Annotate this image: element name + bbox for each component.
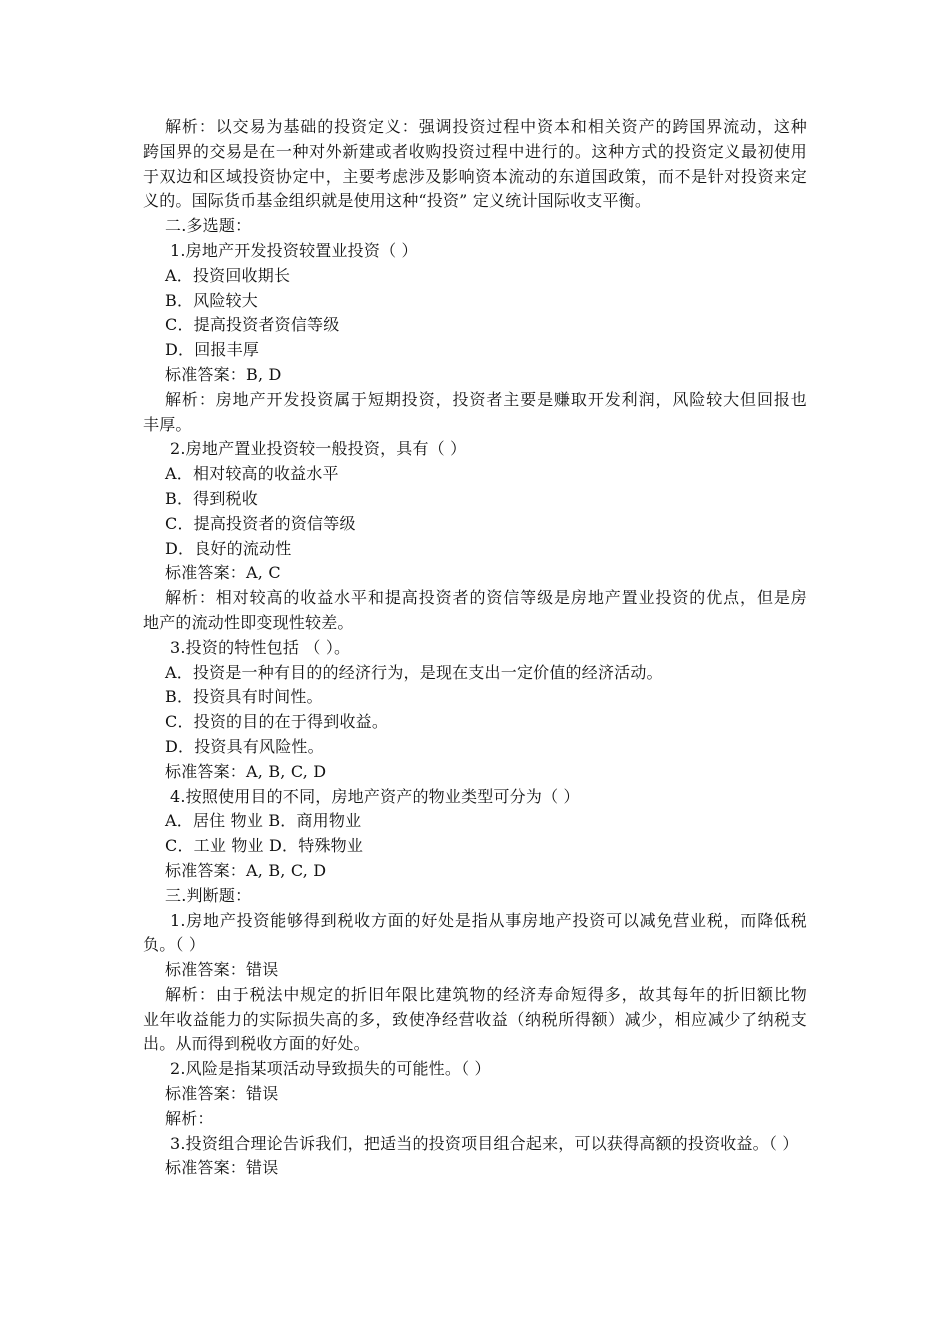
text-line: 解析：	[165, 1108, 214, 1128]
text-line: 3.投资的特性包括 （ ）。	[170, 637, 351, 657]
text-line: C．投资的目的在于得到收益。	[165, 712, 389, 732]
text-line: D．投资具有风险性。	[165, 736, 324, 756]
text-block	[143, 561, 807, 586]
text-line: A．居住 物业 B．商用物业	[165, 811, 362, 831]
text-block	[143, 760, 807, 785]
text-line: 三.判断题：	[165, 885, 252, 905]
text-block	[143, 661, 807, 686]
text-line: C．提高投资者资信等级	[165, 315, 340, 335]
text-block	[143, 512, 807, 537]
text-line: 标准答案：B, D	[165, 364, 282, 384]
text-line: A．投资是一种有目的的经济行为，是现在支出一定价值的经济活动。	[165, 662, 663, 682]
text-line: 1.房地产开发投资较置业投资（ ）	[170, 240, 418, 260]
question	[143, 636, 807, 661]
text-line: 标准答案：A, B, C, D	[165, 860, 327, 880]
text-line: 标准答案：A, C	[165, 563, 281, 583]
text-line: A．投资回收期长	[165, 265, 291, 285]
question	[143, 437, 807, 462]
text-line: 出。从而得到税收方面的好处。	[143, 1034, 370, 1054]
text-line: 标准答案：错误	[165, 1158, 279, 1178]
analysis-paragraph	[143, 388, 807, 438]
question	[143, 909, 807, 959]
text-line: 标准答案：错误	[165, 960, 279, 980]
document-body	[143, 115, 807, 1181]
text-line: 解析：房地产开发投资属于短期投资，投资者主要是赚取开发利润，风险较大但回报也	[165, 389, 807, 409]
question	[143, 785, 807, 810]
text-line: B．得到税收	[165, 488, 258, 508]
text-line: 3.投资组合理论告诉我们，把适当的投资项目组合起来，可以获得高额的投资收益。（ ）	[170, 1133, 799, 1153]
text-block	[143, 958, 807, 983]
text-block	[143, 338, 807, 363]
text-line: 4.按照使用目的不同，房地产资产的物业类型可分为（ ）	[170, 786, 580, 806]
text-line: 丰厚。	[143, 414, 192, 434]
text-line: 标准答案：A, B, C, D	[165, 761, 327, 781]
text-line: B．风险较大	[165, 290, 258, 310]
section-heading	[143, 214, 807, 239]
text-block	[143, 859, 807, 884]
analysis-paragraph	[143, 115, 807, 214]
question	[143, 239, 807, 264]
text-line: 解析：以交易为基础的投资定义：强调投资过程中资本和相关资产的跨国界流动，这种	[165, 117, 807, 136]
text-block	[143, 1082, 807, 1107]
text-block	[143, 264, 807, 289]
text-block	[143, 363, 807, 388]
text-line: 标准答案：错误	[165, 1084, 279, 1104]
text-line: C．提高投资者的资信等级	[165, 513, 356, 533]
text-block	[143, 1156, 807, 1181]
analysis-paragraph	[143, 586, 807, 636]
text-line: 业年收益能力的实际损失高的多，致使净经营收益（纳税所得额）减少，相应减少了纳税支	[143, 1009, 807, 1029]
question	[143, 1057, 807, 1082]
question	[143, 1132, 807, 1157]
text-line: D．良好的流动性	[165, 538, 292, 558]
text-line: 2.房地产置业投资较一般投资，具有（ ）	[170, 439, 467, 459]
text-line: 二.多选题：	[165, 216, 252, 236]
text-line: D．回报丰厚	[165, 340, 260, 360]
text-line: 1.房地产投资能够得到税收方面的好处是指从事房地产投资可以减免营业税，而降低税	[170, 910, 807, 930]
text-block	[143, 809, 807, 834]
text-block	[143, 537, 807, 562]
text-line: 跨国界的交易是在一种对外新建或者收购投资过程中进行的。这种方式的投资定义最初使用	[143, 141, 807, 161]
text-block	[143, 487, 807, 512]
analysis-paragraph	[143, 983, 807, 1057]
text-line: 义的。国际货币基金组织就是使用这种“投资” 定义统计国际收支平衡。	[143, 191, 652, 211]
analysis-paragraph	[143, 1107, 807, 1132]
text-block	[143, 462, 807, 487]
text-line: A．相对较高的收益水平	[165, 464, 339, 484]
text-line: C．工业 物业 D．特殊物业	[165, 836, 364, 856]
section-heading	[143, 884, 807, 909]
text-block	[143, 735, 807, 760]
text-block	[143, 313, 807, 338]
text-line: 负。（ ）	[143, 935, 206, 955]
text-block	[143, 289, 807, 314]
text-line: B．投资具有时间性。	[165, 687, 323, 707]
text-block	[143, 710, 807, 735]
text-block	[143, 685, 807, 710]
text-line: 地产的流动性即变现性较差。	[143, 612, 354, 632]
text-line: 2.风险是指某项活动导致损失的可能性。（ ）	[170, 1059, 491, 1079]
text-block	[143, 834, 807, 859]
text-line: 解析：相对较高的收益水平和提高投资者的资信等级是房地产置业投资的优点，但是房	[165, 588, 807, 608]
text-line: 于双边和区域投资协定中，主要考虑涉及影响资本流动的东道国政策，而不是针对投资来定	[143, 166, 807, 186]
text-line: 解析：由于税法中规定的折旧年限比建筑物的经济寿命短得多，故其每年的折旧额比物	[165, 984, 807, 1004]
